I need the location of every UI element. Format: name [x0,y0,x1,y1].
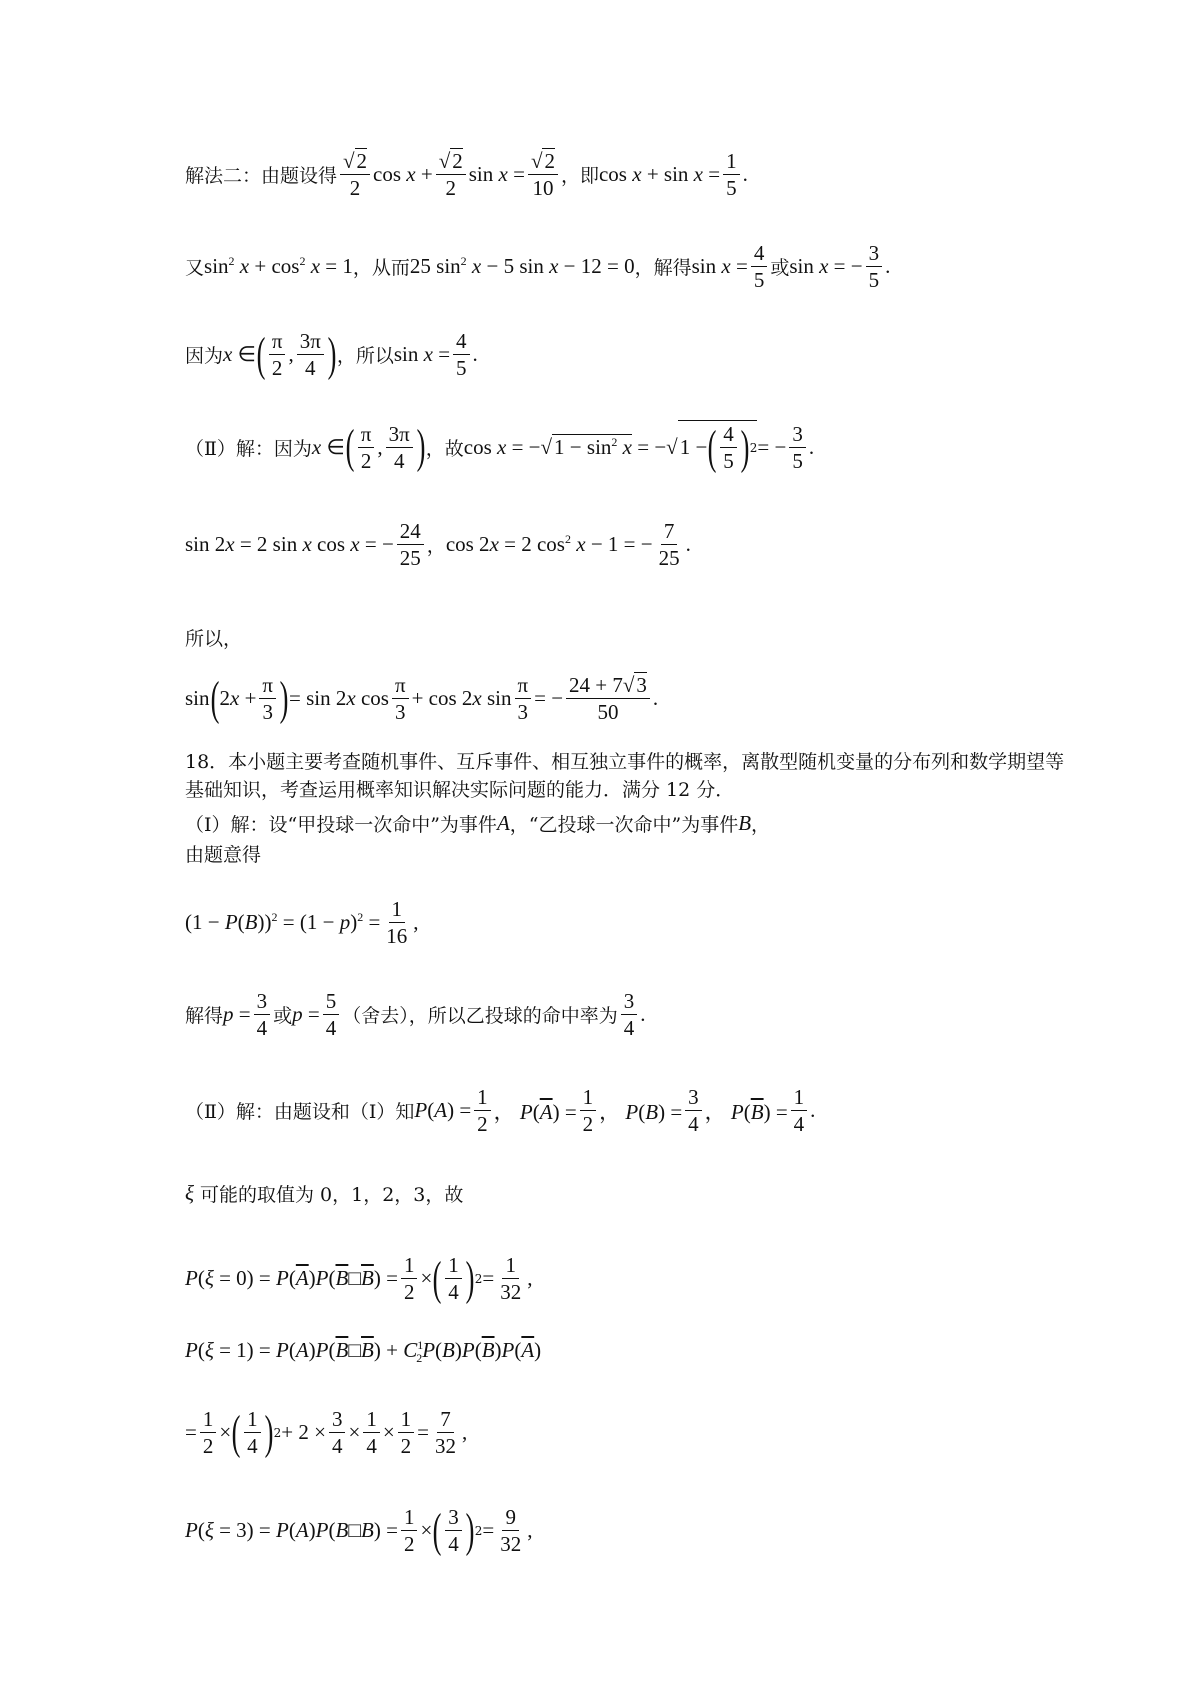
text: ，所以 [336,345,394,368]
line-8: $(1 - P(B))^2 = (1 - p)^2$ = $\frac{1}{16}$ , [185,897,419,949]
line-1: 解法二：由题设得 $\frac{√2}{2}$ cos x + $\frac{√2}{2}$ sin x = $\frac{√2}{10}$ ，即 cos x + sin x = $\frac{1}{5}$ . [185,149,748,201]
line-9: 解得 p = $\frac{3}{4}$ 或 p = $\frac{5}{4}$ （舍去），所以乙投球的命中率为 $\frac{3}{4}$ . [185,989,646,1041]
text: （Ⅱ）解：由题设和（Ⅰ）知 [185,1101,415,1124]
text: 又 [185,257,205,280]
text: 或 [273,1005,293,1028]
text: ，即 [560,165,599,188]
line-2: 又 $\sin^2 x + \cos^2 x = 1$ ，从而 25 $\sin^2 x - 5$ sin x − 12 = 0 ，解得 sin x = $\frac{4}{5}$ 或 sin x = − $\frac{3}{5}$ . [185,241,891,293]
text: ， [751,814,771,836]
problem-18-intro: 18．本小题主要考查随机事件、互斥事件、相互独立事件的概率，离散型随机变量的分布列和数学期望等基础知识，考查运用概率知识解决实际问题的能力．满分 12 分． [185,751,1065,801]
line-18-given [185,840,261,867]
text: ， [426,535,446,558]
text: 或 [770,257,790,280]
text: （Ⅰ）解：设“甲投球一次命中”为事件 [185,814,497,836]
line-6 [185,624,242,651]
text: 所以， [185,628,243,650]
line-3: 因为 x ∈ ( $\frac{\pi}{2}$ , $\frac{3\pi}{4}$ ) ，所以 sin x = $\frac{4}{5}$ . [185,327,478,381]
text: ，解得 [634,257,692,280]
line-12: $P(\xi = 0) = P(\overline{A})P(\overline{B}□\overline{B})$ = $\frac{1}{2}$ × ( $\frac{1}{4}$ ) 2 = $\frac{1}{32}$ , [185,1251,533,1305]
line-7: sin ( 2x + $\frac{\pi}{3}$ ) = sin 2x cos $\frac{\pi}{3}$ + cos 2x sin $\frac{\pi}{3}$ = − $\frac{24 + 7√3}{50}$ . [185,671,659,725]
text: 解法二：由题设得 [185,165,338,188]
line-14: = $\frac{1}{2}$ × ( $\frac{1}{4}$ ) 2 + 2 × $\frac{3}{4}$ × $\frac{1}{4}$ × $\frac{1}{2}$ = $\frac{7}{32}$ , [185,1405,468,1459]
text: ，“乙投球一次命中”为事件 [509,814,739,836]
text: 因为 [185,345,224,368]
text: ，从而 [352,257,410,280]
line-5: sin 2x = 2 sin x cos x = − $\frac{24}{25}$ ， cos 2x = 2 $\cos^2 x - 1$ = − $\frac{7}{25}$ . [185,519,691,571]
text: （舍去），所以乙投球的命中率为 [342,1005,618,1028]
line-18-part1: （Ⅰ）解：设“甲投球一次命中”为事件 A ，“乙投球一次命中”为事件 B ， [185,811,771,836]
text: （Ⅱ）解：因为 [185,437,312,460]
text: 可能的取值为 0，1，2，3，故 [200,1184,464,1206]
line-4: （Ⅱ）解：因为 x ∈ ( $\frac{\pi}{2}$ , $\frac{3\pi}{4}$ ) ，故 $\cos x = -√1 - \sin^2 x$ = −√ 1 − ( $\frac{4}{5}$ ) 2 = − $\frac{3}{5}$ . [185,420,815,474]
text: 解得 [185,1005,224,1028]
text: 由题意得 [185,844,262,866]
line-11: ξ 可能的取值为 0，1，2，3，故 [185,1181,464,1206]
line-15: P(ξ = 3) = P(A)P(B□B) = $\frac{1}{2}$ × ( $\frac{3}{4}$ ) 2 = $\frac{9}{32}$ , [185,1503,533,1557]
line-13: $P(\xi = 1) = P(A)P(\overline{B}□\overline{B}) + C^1_2P(B)P(\overline{B})P(\overline{A})$ [185,1338,542,1366]
text: ，故 [425,437,464,460]
line-10: （Ⅱ）解：由题设和（Ⅰ）知 P(A) = $\frac{1}{2}$ ， $P(\overline{A})$ = $\frac{1}{2}$ ， P(B) = $\frac{3}{4}$ ， $P(\overline{B})$ = $\frac{1}{4}$ . [185,1085,816,1137]
